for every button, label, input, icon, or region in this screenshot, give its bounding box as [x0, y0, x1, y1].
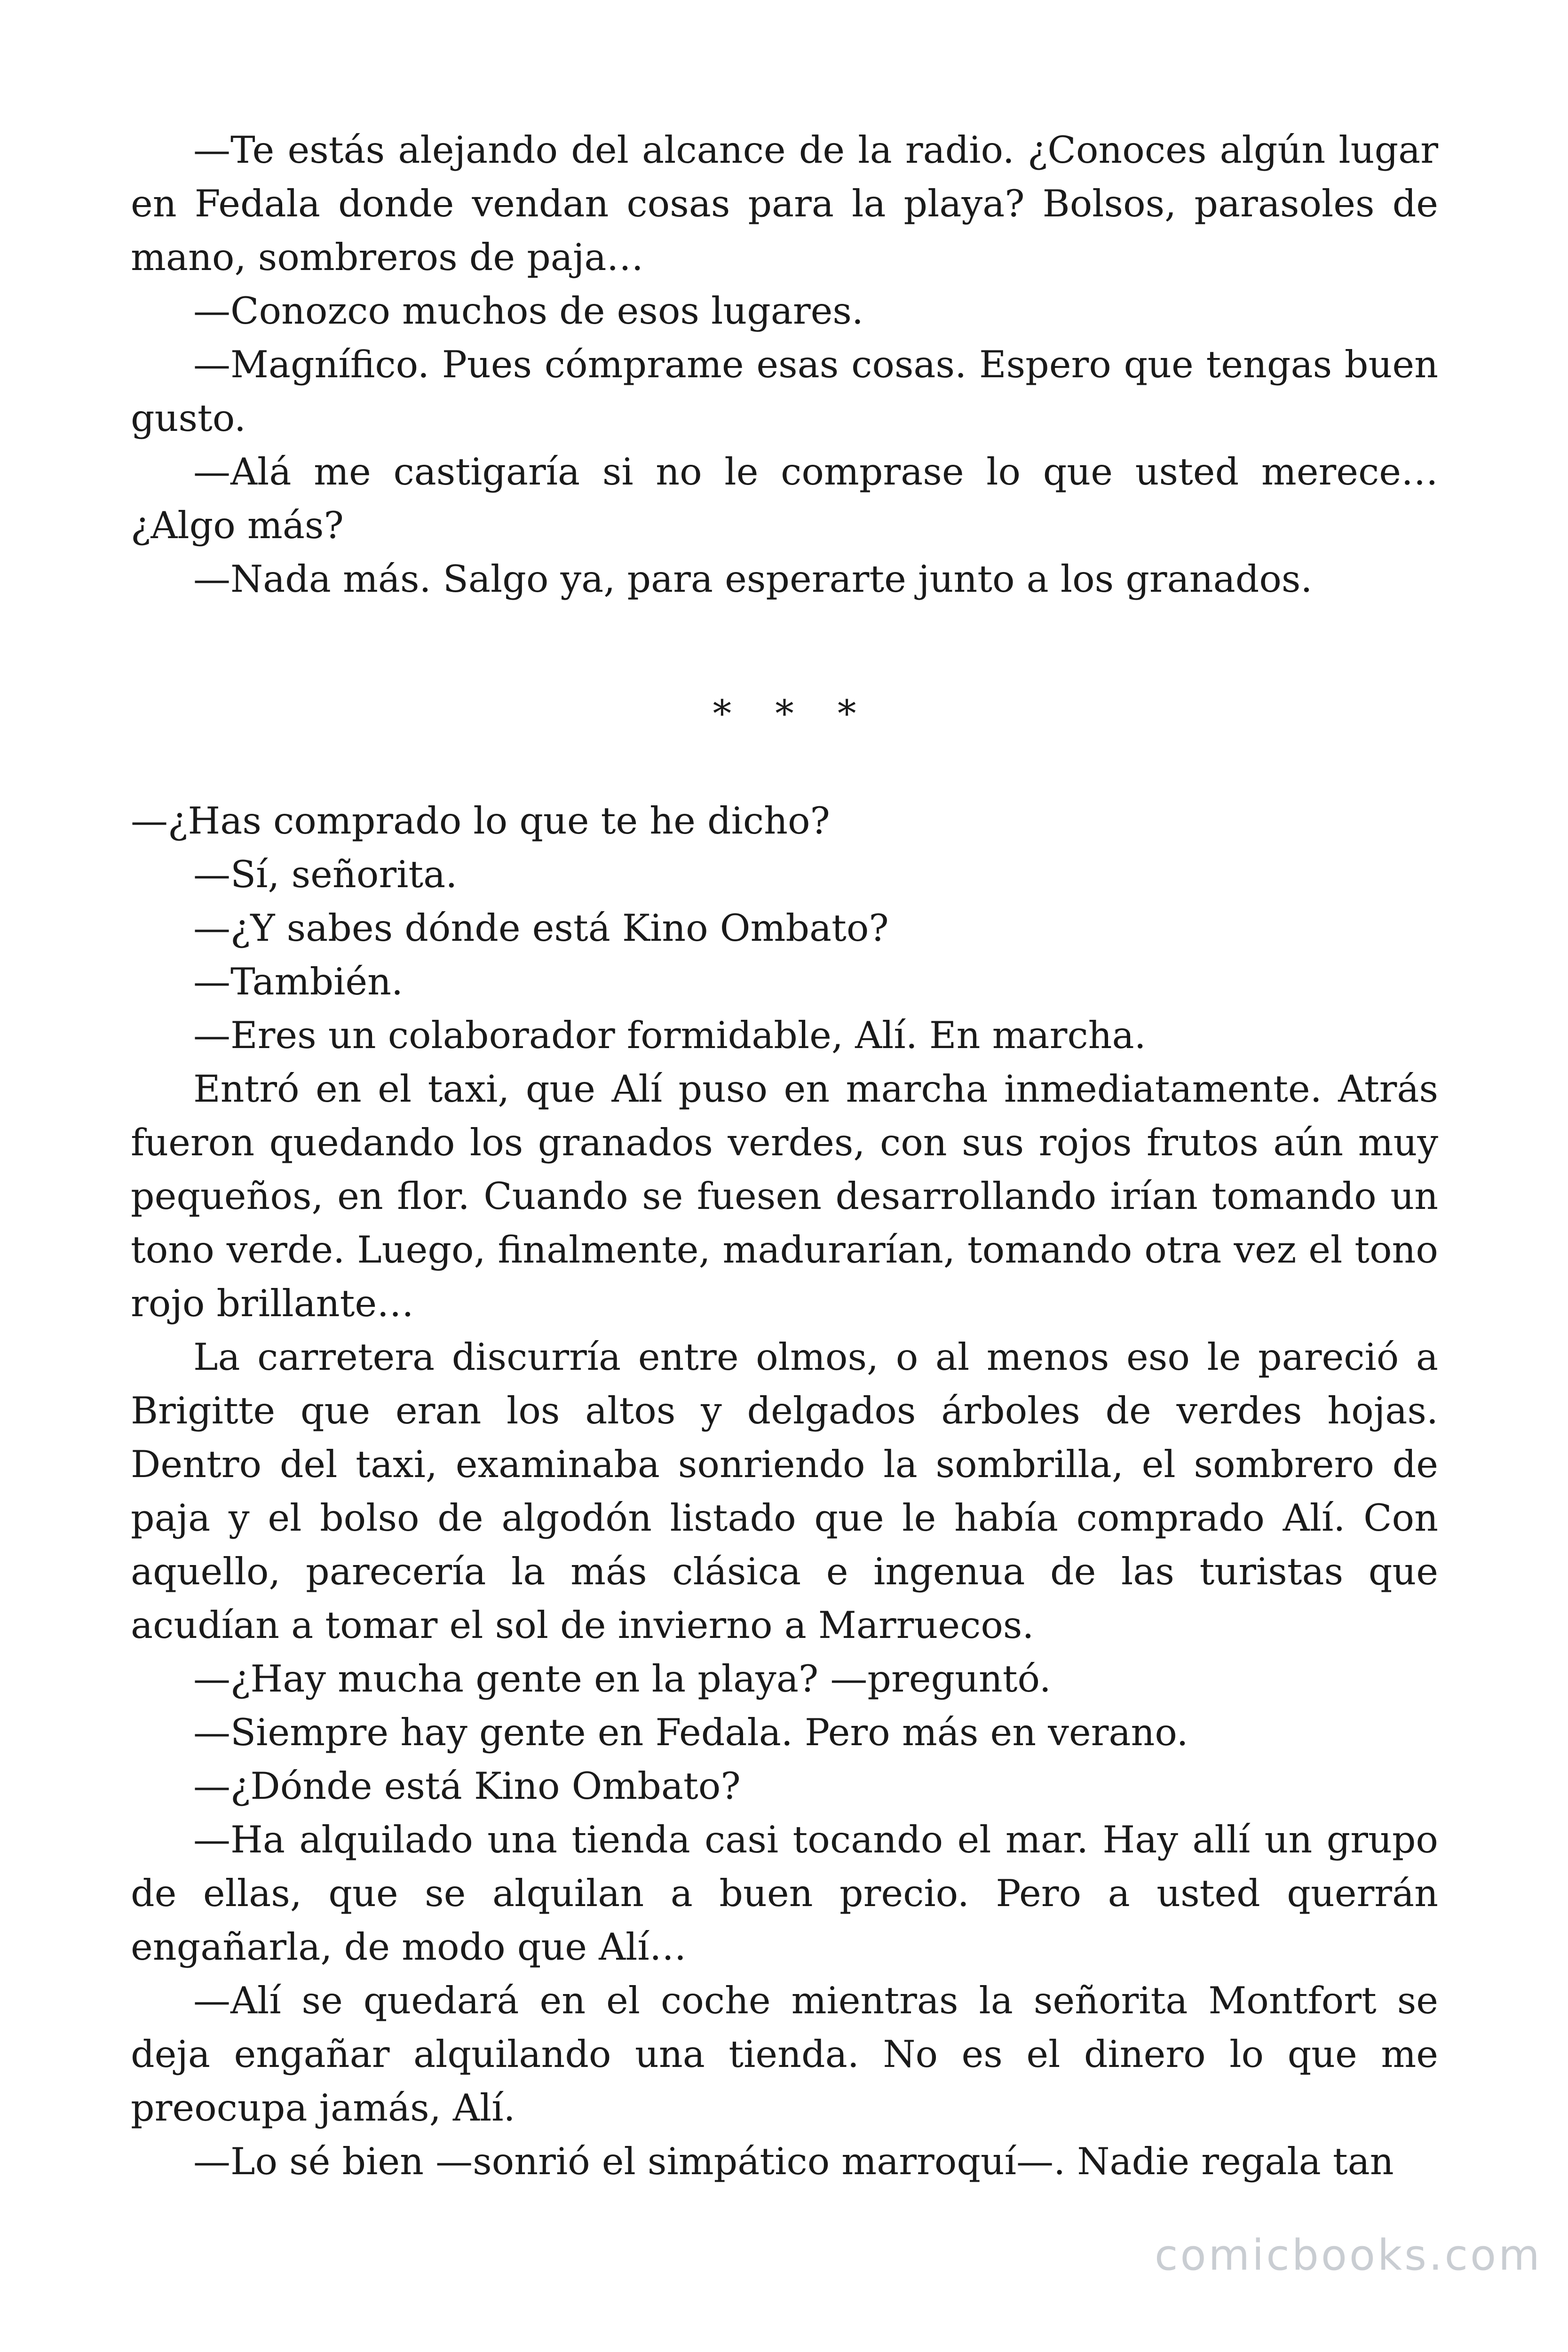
paragraph: —Te estás alejando del alcance de la radio. ¿Conoces algún lugar en Fedala donde vendan cosas para la playa? Bolsos, parasoles de mano, sombreros de paja… [131, 128, 1438, 279]
paragraph: —Alá me castigaría si no le comprase lo que usted merece… ¿Algo más? [131, 450, 1438, 547]
paragraph: —¿Hay mucha gente en la playa? —preguntó. [193, 1657, 1051, 1700]
paragraph: —¿Dónde está Kino Ombato? [193, 1764, 741, 1808]
paragraph: —¿Y sabes dónde está Kino Ombato? [193, 906, 889, 950]
book-page [131, 123, 1438, 2188]
paragraph: Entró en el taxi, que Alí puso en marcha inmediatamente. Atrás fueron quedando los granados verdes, con sus rojos frutos aún muy pequeños, en flor. Cuando se fuesen desarrollando irían tomando un tono verde. Luego, finalmente, madurarían, tomando otra vez el tono rojo brillante… [131, 1067, 1438, 1325]
paragraph: —Ha alquilado una tienda casi tocando el mar. Hay allí un grupo de ellas, que se alquilan a buen precio. Pero a usted querrán engañarla, de modo que Alí… [131, 1818, 1438, 1969]
paragraph: —Sí, señorita. [193, 853, 458, 896]
paragraph: —Eres un colaborador formidable, Alí. En marcha. [193, 1014, 1146, 1057]
watermark: comicbooks.com [1155, 2231, 1542, 2280]
paragraph: —Magnífico. Pues cómprame esas cosas. Espero que tengas buen gusto. [131, 343, 1438, 440]
paragraph: —Conozco muchos de esos lugares. [193, 289, 864, 333]
paragraph: —¿Has comprado lo que te he dicho? [131, 799, 830, 842]
paragraph: La carretera discurría entre olmos, o al menos eso le pareció a Brigitte que eran los altos y delgados árboles de verdes hojas. Dentro del taxi, examinaba sonriendo la sombrilla, el sombrero de paja y el bolso de algodón listado que le había comprado Alí. Con aquello, parecería la más clásica e ingenua de las turistas que acudían a tomar el sol de invierno a Marruecos. [131, 1335, 1438, 1647]
scene-break: * * * [713, 692, 872, 735]
paragraph: —Alí se quedará en el coche mientras la señorita Montfort se deja engañar alquilando una tienda. No es el dinero lo que me preocupa jamás, Alí. [131, 1979, 1438, 2130]
paragraph: —Nada más. Salgo ya, para esperarte junto a los granados. [193, 557, 1313, 601]
paragraph: —Lo sé bien —sonrió el simpático marroquí—. Nadie regala tan [193, 2140, 1394, 2183]
paragraph: —Siempre hay gente en Fedala. Pero más en verano. [193, 1711, 1188, 1754]
paragraph: —También. [193, 960, 404, 1003]
